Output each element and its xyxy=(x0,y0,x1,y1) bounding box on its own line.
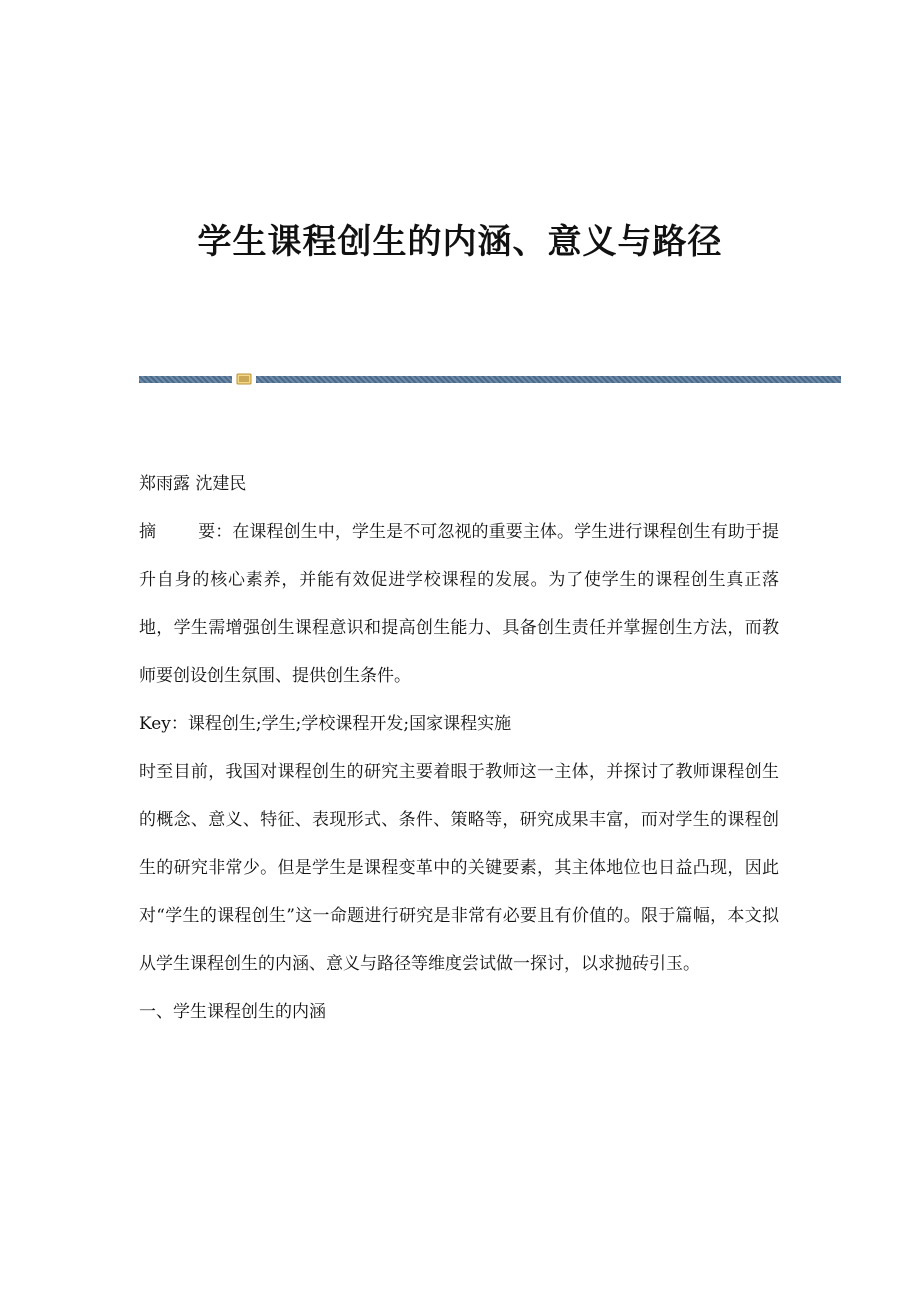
divider-bar-left xyxy=(139,376,232,383)
document-title: 学生课程创生的内涵、意义与路径 xyxy=(197,222,723,262)
ornament-icon xyxy=(236,373,252,385)
abstract-label-2: 要 xyxy=(198,522,216,542)
abstract-text: 在课程创生中，学生是不可忽视的重要主体。学生进行课程创生有助于提升自身的核心素养，并能有效促进学校课程的发展。为了使学生的课程创生真正落地，学生需增强创生课程意识和提高创生能力、具备创生责任并掌握创生方法，而教师要创设创生氛围、提供创生条件。 xyxy=(139,522,780,686)
document-body xyxy=(139,460,779,1036)
body-paragraph: 时至目前，我国对课程创生的研究主要着眼于教师这一主体，并探讨了教师课程创生的概念、意义、特征、表现形式、条件、策略等，研究成果丰富，而对学生的课程创生的研究非常少。但是学生是课程变革中的关键要素，其主体地位也日益凸现，因此对“学生的课程创生”这一命题进行研究是非常有必要且有价值的。限于篇幅，本文拟从学生课程创生的内涵、意义与路径等维度尝试做一探讨，以求抛砖引玉。 xyxy=(139,762,779,974)
keywords-text: 课程创生;学生;学校课程开发;国家课程实施 xyxy=(187,714,512,734)
abstract-label-colon: ： xyxy=(215,522,233,542)
abstract-label-1: 摘 xyxy=(139,522,157,542)
keywords-line xyxy=(139,700,779,748)
section-heading: 一、学生课程创生的内涵 xyxy=(139,1002,326,1022)
title-divider xyxy=(139,373,841,385)
keywords-label: Key： xyxy=(139,714,188,734)
divider-bar-right xyxy=(256,376,841,383)
abstract-paragraph xyxy=(139,508,779,700)
author-line: 郑雨露 沈建民 xyxy=(139,474,247,494)
